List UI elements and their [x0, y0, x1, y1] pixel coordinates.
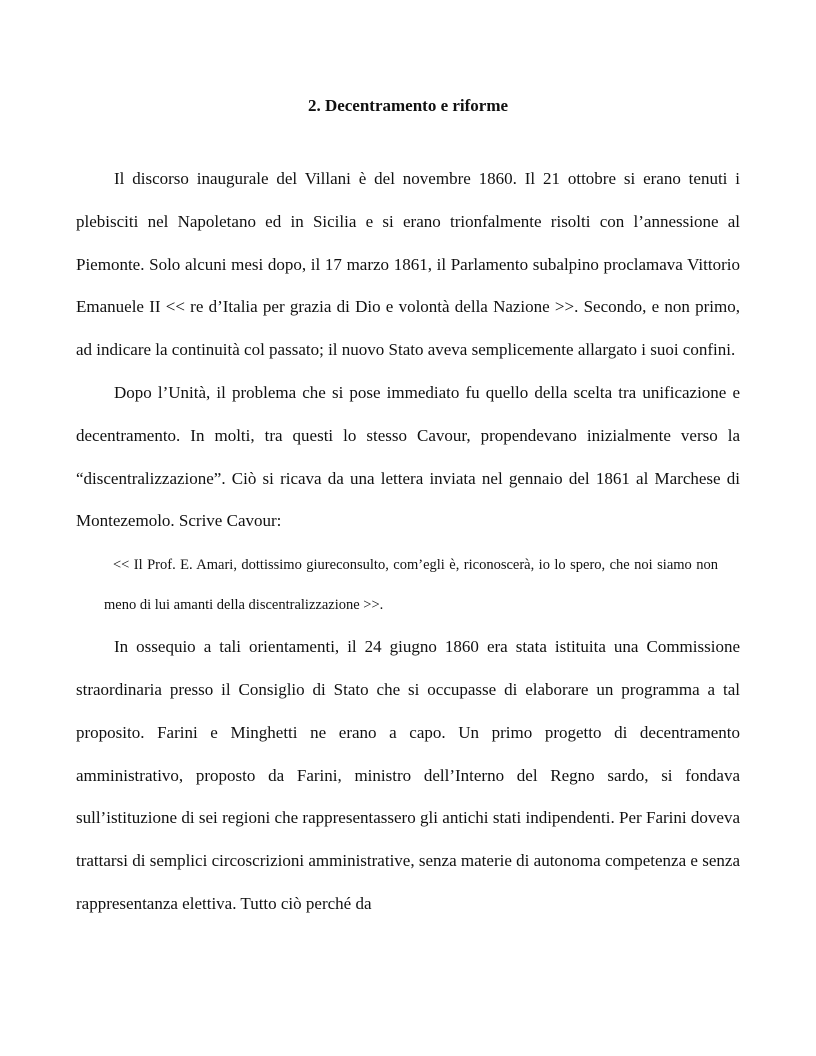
paragraph-2: Dopo l’Unità, il problema che si pose immediato fu quello della scelta tra unificazione e decentramento. In molti, tra questi lo stesso Cavour, propendevano inizialmente verso la “discentralizzazione”. Ciò si ricava da una lettera inviata nel gennaio del 1861 al Marchese di Montezemolo. Scrive Cavour: — [76, 382, 740, 531]
paragraph-3: In ossequio a tali orientamenti, il 24 giugno 1860 era stata istituita una Commissione straordinaria presso il Consiglio di Stato che si occupasse di elaborare un programma a tal proposito. Farini e Minghetti ne erano a capo. Un primo progetto di decentramento amministrativo, proposto da Farini, ministro dell’Interno del Regno sardo, si fondava sull’istituzione di sei regioni che rappresentassero gli antichi stati indipendenti. Per Farini doveva trattarsi di semplici circoscrizioni amministrative, senza materie di autonoma competenza e senza rappresentanza elettiva. Tutto ciò perché da — [76, 637, 740, 913]
block-quote: << Il Prof. E. Amari, dottissimo giureconsulto, com’egli è, riconoscerà, io lo spero, che noi siamo non meno di lui amanti della discentralizzazione >>. — [104, 557, 718, 614]
paragraph-1: Il discorso inaugurale del Villani è del novembre 1860. Il 21 ottobre si erano tenuti i plebisciti nel Napoletano ed in Sicilia e si erano trionfalmente risolti con l’annessione al Piemonte. Solo alcuni mesi dopo, il 17 marzo 1861, il Parlamento subalpino proclamava Vittorio Emanuele II << re d’Italia per grazia di Dio e volontà della Nazione >>. Secondo, e non primo, ad indicare la continuità col passato; il nuovo Stato aveva semplicemente allargato i suoi confini. — [76, 169, 740, 360]
body-text — [76, 158, 740, 926]
section-heading: 2. Decentramento e riforme — [307, 96, 509, 115]
